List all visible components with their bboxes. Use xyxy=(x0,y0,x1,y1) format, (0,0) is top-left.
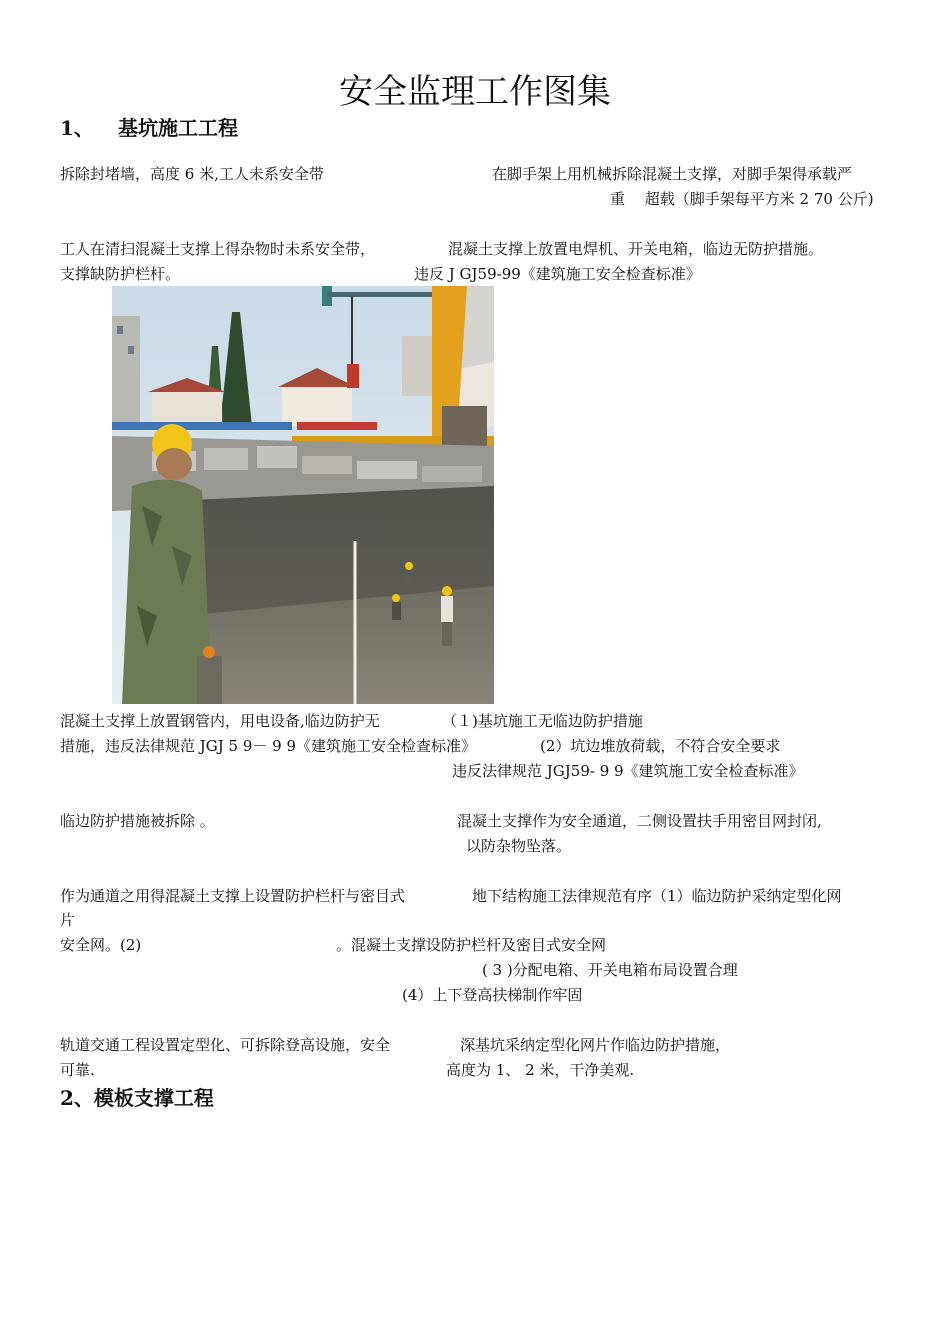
caption-text: 片 xyxy=(60,911,76,929)
caption-text: 在脚手架上用机械拆除混凝土支撑，对脚手架得承载严 xyxy=(492,165,853,183)
caption-text: 高度为 1、 2 米，干净美观. xyxy=(446,1061,635,1079)
caption-text: 混凝土支撑上放置电焊机、开关电箱，临边无防护措施。 xyxy=(448,240,824,258)
caption-text: 违反 J GJ59-99《建筑施工安全检查标准》 xyxy=(414,265,701,283)
page-title: 安全监理工作图集 xyxy=(339,72,611,112)
caption-text: 措施，违反法律规范 JGJ 5 9－ 9 9《建筑施工安全检查标准》 xyxy=(60,737,477,755)
caption-text: 可靠. xyxy=(60,1061,95,1079)
caption-text: 重 超载（脚手架每平方米 2 70 公斤) xyxy=(610,190,874,208)
caption-text: 地下结构施工法律规范有序（1）临边防护采纳定型化网 xyxy=(472,887,842,905)
caption-text: （１)基坑施工无临边防护措施 xyxy=(442,712,643,730)
section-number: 1、 xyxy=(60,116,94,140)
caption-text: 混凝土支撑作为安全通道，二侧设置扶手用密目网封闭, xyxy=(457,812,822,830)
caption-text: 临边防护措施被拆除 。 xyxy=(60,812,215,830)
caption-text: 工人在清扫混凝土支撑上得杂物时未系安全带， xyxy=(60,240,376,258)
caption-text: (4）上下登高扶梯制作牢固 xyxy=(402,986,583,1004)
section-heading: 基坑施工工程 xyxy=(118,116,238,140)
caption-text: 轨道交通工程设置定型化、可拆除登高设施，安全 xyxy=(60,1036,391,1054)
caption-text: (2）坑边堆放荷载，不符合安全要求 xyxy=(540,737,781,755)
section-heading: 2、模板支撑工程 xyxy=(60,1086,214,1110)
caption-text: 混凝土支撑上放置钢管内，用电设备,临边防护无 xyxy=(60,712,380,730)
caption-text: 安全网。(2) xyxy=(60,936,142,954)
caption-text: 。混凝土支撑设防护栏杆及密目式安全网 xyxy=(336,936,607,954)
caption-text: 深基坑采纳定型化网片作临边防护措施， xyxy=(460,1036,731,1054)
caption-text: 作为通道之用得混凝土支撑上设置防护栏杆与密目式 xyxy=(60,887,406,905)
caption-text: 违反法律规范 JGJ59- 9 9《建筑施工安全检查标准》 xyxy=(452,762,804,780)
construction-site-photo xyxy=(112,286,494,704)
caption-text: 支撑缺防护栏杆。 xyxy=(60,265,181,283)
caption-text: 以防杂物坠落。 xyxy=(466,837,572,855)
caption-text: 拆除封堵墙，高度 6 米,工人未系安全带 xyxy=(60,165,324,183)
caption-text: ( 3 )分配电箱、开关电箱布局设置合理 xyxy=(482,961,738,979)
